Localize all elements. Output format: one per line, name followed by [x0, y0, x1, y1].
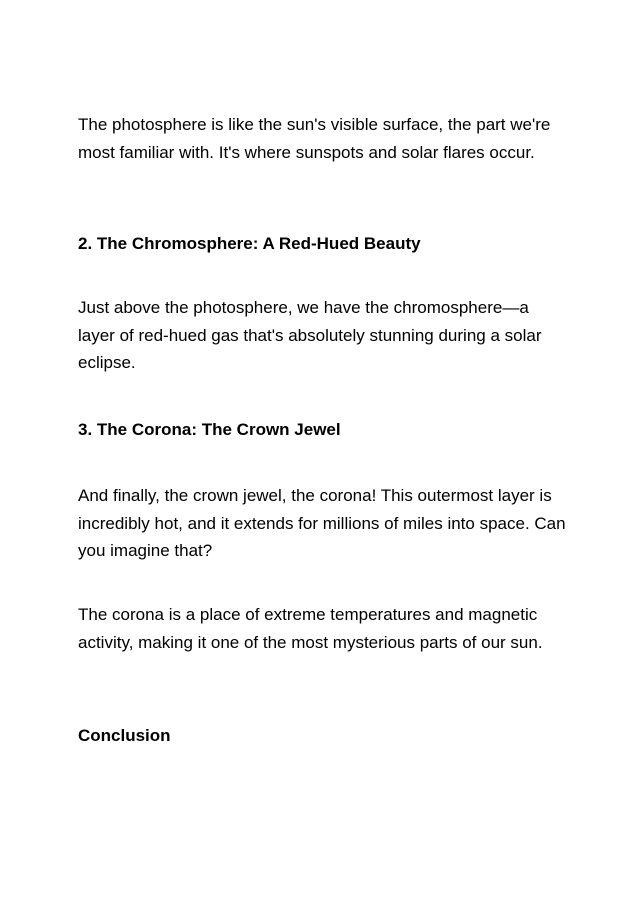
heading-conclusion: Conclusion: [78, 726, 171, 745]
heading-corona: 3. The Corona: The Crown Jewel: [78, 420, 341, 439]
paragraph-corona-1: And finally, the crown jewel, the corona! This outermost layer is incredibly hot, and it extends for millions of miles into space. Can you imagine that?: [78, 486, 566, 560]
paragraph-chromosphere: Just above the photosphere, we have the chromosphere—a layer of red-hued gas that's absolutely stunning during a solar eclipse.: [78, 298, 542, 372]
paragraph-photosphere: The photosphere is like the sun's visible surface, the part we're most familiar with. It's where sunspots and solar flares occur.: [78, 115, 551, 162]
paragraph-corona-2: The corona is a place of extreme temperatures and magnetic activity, making it one of the most mysterious parts of our sun.: [78, 605, 543, 652]
heading-chromosphere: 2. The Chromosphere: A Red-Hued Beauty: [78, 234, 421, 253]
